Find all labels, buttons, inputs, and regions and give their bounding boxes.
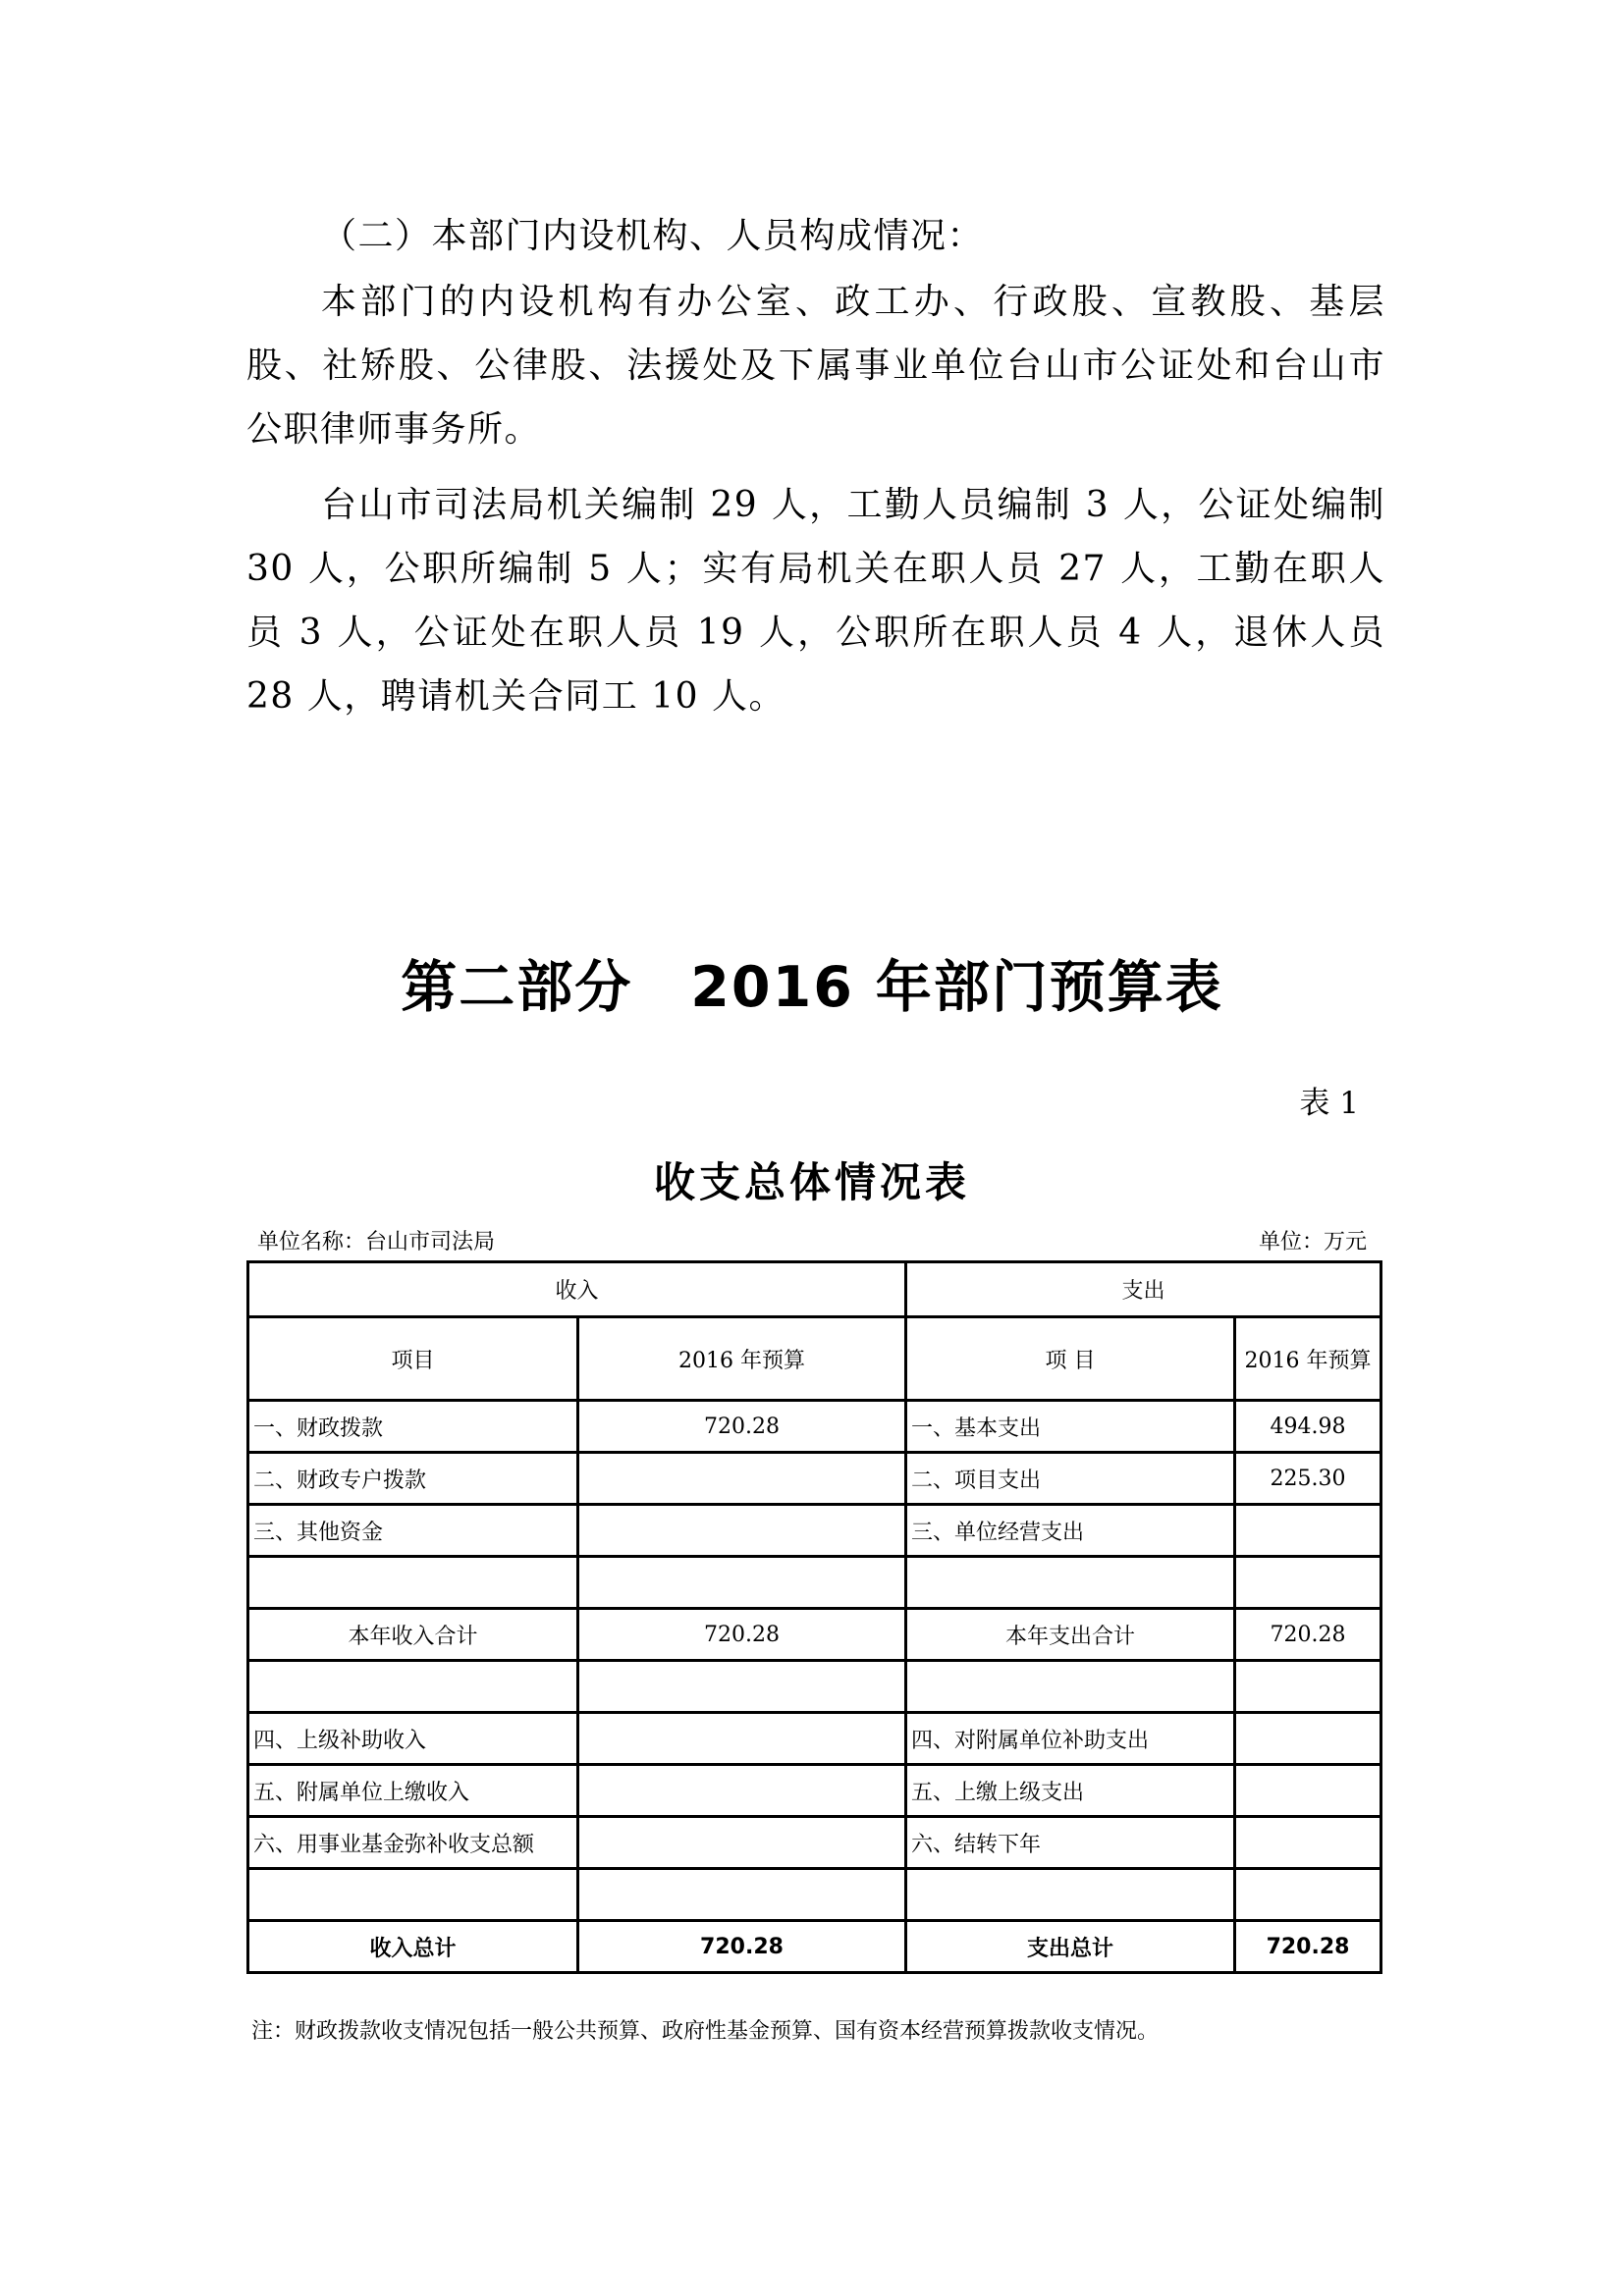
expense-value-cell bbox=[1235, 1505, 1381, 1557]
expense-item-cell: 本年支出合计 bbox=[906, 1609, 1235, 1661]
expense-item-cell: 二、项目支出 bbox=[906, 1453, 1235, 1505]
income-item-cell: 三、其他资金 bbox=[248, 1505, 578, 1557]
part-title: 第二部分 2016 年部门预算表 bbox=[401, 955, 1223, 1020]
table-row bbox=[248, 1713, 1381, 1765]
income-item-cell: 六、用事业基金弥补收支总额 bbox=[248, 1817, 578, 1869]
expense-item-cell: 一、基本支出 bbox=[906, 1401, 1235, 1453]
table-row bbox=[248, 1817, 1381, 1869]
income-value-cell bbox=[578, 1765, 906, 1817]
expense-value-cell bbox=[1235, 1713, 1381, 1765]
income-item-cell: 本年收入合计 bbox=[248, 1609, 578, 1661]
budget-table bbox=[246, 1260, 1382, 1974]
expense-value-cell: 720.28 bbox=[1235, 1609, 1381, 1661]
income-group-header: 收入 bbox=[248, 1262, 906, 1317]
income-value-cell bbox=[578, 1661, 906, 1713]
income-value-cell bbox=[578, 1869, 906, 1921]
expense-item-cell: 六、结转下年 bbox=[906, 1817, 1235, 1869]
unit-label: 单位：万元 bbox=[1258, 1230, 1367, 1255]
income-value-cell bbox=[578, 1453, 906, 1505]
income-item-cell: 四、上级补助收入 bbox=[248, 1713, 578, 1765]
expense-value-cell bbox=[1235, 1661, 1381, 1713]
income-total-value: 720.28 bbox=[578, 1921, 906, 1973]
expense-item-cell: 五、上缴上级支出 bbox=[906, 1765, 1235, 1817]
income-item-cell bbox=[248, 1661, 578, 1713]
table-row bbox=[248, 1765, 1381, 1817]
income-item-cell: 一、财政拨款 bbox=[248, 1401, 578, 1453]
paragraph-staffing: 台山市司法局机关编制 29 人，工勤人员编制 3 人，公证处编制 30 人，公职所编制 5 人；实有局机关在职人员 27 人，工勤在职人员 3 人，公证处在职人员 19 人，公职所在职人员 4 人，退休人员 28 人，聘请机关合同工 10 人。 bbox=[246, 485, 1385, 717]
expense-item-cell: 四、对附属单位补助支出 bbox=[906, 1713, 1235, 1765]
table-row bbox=[248, 1401, 1381, 1453]
income-value-cell bbox=[578, 1817, 906, 1869]
expense-item-cell bbox=[906, 1869, 1235, 1921]
section-subheading: （二）本部门内设机构、人员构成情况： bbox=[321, 216, 985, 256]
table-row bbox=[248, 1869, 1381, 1921]
col-header-income-budget: 2016 年预算 bbox=[578, 1317, 906, 1401]
expense-total-value: 720.28 bbox=[1235, 1921, 1381, 1973]
col-header-expense-item: 项 目 bbox=[906, 1317, 1235, 1401]
table-note: 注：财政拨款收支情况包括一般公共预算、政府性基金预算、国有资本经营预算拨款收支情况。 bbox=[251, 2019, 1160, 2044]
col-header-expense-budget: 2016 年预算 bbox=[1235, 1317, 1381, 1401]
table-number: 表 1 bbox=[1299, 1086, 1359, 1121]
column-header-row bbox=[248, 1317, 1381, 1401]
expense-value-cell: 225.30 bbox=[1235, 1453, 1381, 1505]
table-row bbox=[248, 1557, 1381, 1609]
group-header-row bbox=[248, 1262, 1381, 1317]
table-title: 收支总体情况表 bbox=[653, 1158, 970, 1206]
expense-item-cell bbox=[906, 1557, 1235, 1609]
income-value-cell bbox=[578, 1505, 906, 1557]
table-row bbox=[248, 1453, 1381, 1505]
income-total-label: 收入总计 bbox=[248, 1921, 578, 1973]
col-header-income-item: 项目 bbox=[248, 1317, 578, 1401]
expense-value-cell bbox=[1235, 1869, 1381, 1921]
income-item-cell bbox=[248, 1557, 578, 1609]
expense-value-cell bbox=[1235, 1557, 1381, 1609]
income-value-cell bbox=[578, 1713, 906, 1765]
income-value-cell: 720.28 bbox=[578, 1609, 906, 1661]
table-row bbox=[248, 1661, 1381, 1713]
expense-value-cell bbox=[1235, 1765, 1381, 1817]
income-item-cell bbox=[248, 1869, 578, 1921]
paragraph-departments: 本部门的内设机构有办公室、政工办、行政股、宣教股、基层股、社矫股、公律股、法援处及下属事业单位台山市公证处和台山市公职律师事务所。 bbox=[246, 282, 1385, 450]
income-value-cell bbox=[578, 1557, 906, 1609]
table-row bbox=[248, 1609, 1381, 1661]
income-item-cell: 二、财政专户拨款 bbox=[248, 1453, 578, 1505]
expense-total-label: 支出总计 bbox=[906, 1921, 1235, 1973]
expense-item-cell: 三、单位经营支出 bbox=[906, 1505, 1235, 1557]
expense-item-cell bbox=[906, 1661, 1235, 1713]
expense-value-cell: 494.98 bbox=[1235, 1401, 1381, 1453]
expense-value-cell bbox=[1235, 1817, 1381, 1869]
table-row bbox=[248, 1505, 1381, 1557]
expense-group-header: 支出 bbox=[906, 1262, 1381, 1317]
total-row bbox=[248, 1921, 1381, 1973]
income-item-cell: 五、附属单位上缴收入 bbox=[248, 1765, 578, 1817]
income-value-cell: 720.28 bbox=[578, 1401, 906, 1453]
unit-name: 单位名称：台山市司法局 bbox=[257, 1230, 496, 1255]
